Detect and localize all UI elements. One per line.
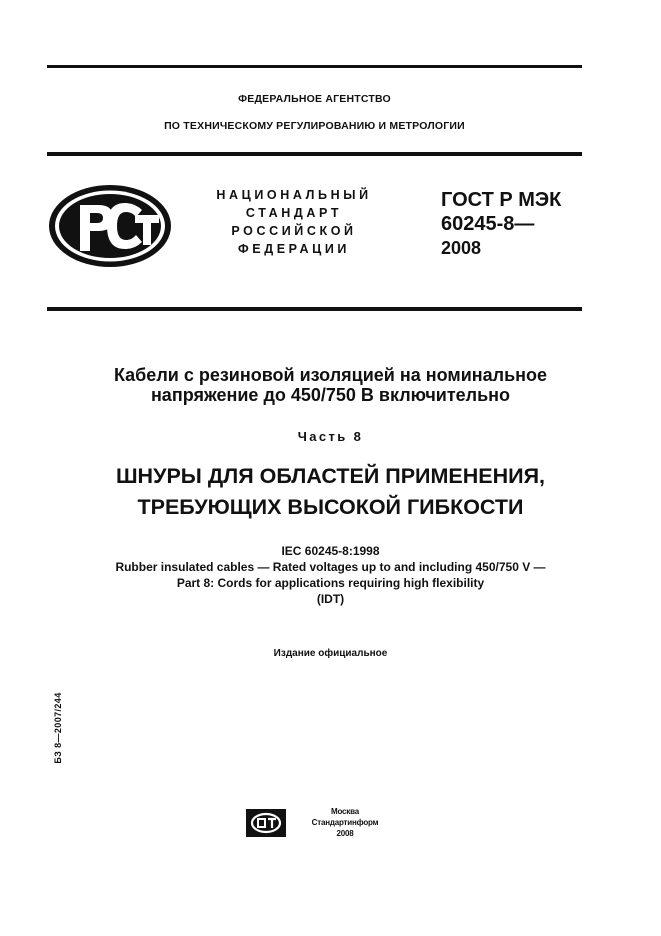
designation-line-1: ГОСТ Р МЭК — [441, 189, 562, 211]
designation-line-2: 60245-8— — [441, 213, 535, 235]
publisher-year: 2008 — [336, 829, 354, 838]
national-standard-line-2: СТАНДАРТ — [245, 206, 343, 220]
national-standard-line-3: РОССИЙСКОЙ — [231, 224, 357, 238]
iec-title-line-1: Rubber insulated cables — Rated voltages up to and including 450/750 V — — [115, 560, 546, 574]
bottom-header-rule — [47, 307, 582, 311]
subtitle-line-2: ТРЕБУЮЩИХ ВЫСОКОЙ ГИБКОСТИ — [137, 495, 524, 519]
national-standard-line-1: НАЦИОНАЛЬНЫЙ — [216, 188, 372, 202]
iec-idt: (IDT) — [316, 592, 345, 606]
title-line-1: Кабели с резиновой изоляцией на номинальное — [113, 365, 548, 385]
iec-title-line-2: Part 8: Cords for applications requiring high flexibility — [176, 576, 485, 590]
agency-line-1: ФЕДЕРАЛЬНОЕ АГЕНТСТВО — [238, 93, 391, 105]
national-standard-line-4: ФЕДЕРАЦИИ — [237, 242, 350, 256]
header-rule — [47, 152, 582, 156]
side-code: БЗ 8—2007/244 — [53, 692, 63, 764]
designation-line-3: 2008 — [441, 238, 482, 258]
subtitle-line-1: ШНУРЫ ДЛЯ ОБЛАСТЕЙ ПРИМЕНЕНИЯ, — [115, 464, 546, 488]
part-label: Часть 8 — [297, 429, 364, 444]
top-rule — [47, 65, 582, 68]
publisher-name: Стандартинформ — [311, 818, 379, 827]
iec-reference: IEC 60245-8:1998 — [281, 544, 380, 558]
gost-r-logo-icon — [47, 183, 173, 269]
title-line-2: напряжение до 450/750 В включительно — [150, 385, 511, 405]
standartinform-logo-icon — [246, 809, 286, 837]
publisher-city: Москва — [331, 807, 359, 816]
agency-line-2: ПО ТЕХНИЧЕСКОМУ РЕГУЛИРОВАНИЮ И МЕТРОЛОГИИ — [164, 120, 465, 132]
edition-label: Издание официальное — [273, 648, 388, 659]
